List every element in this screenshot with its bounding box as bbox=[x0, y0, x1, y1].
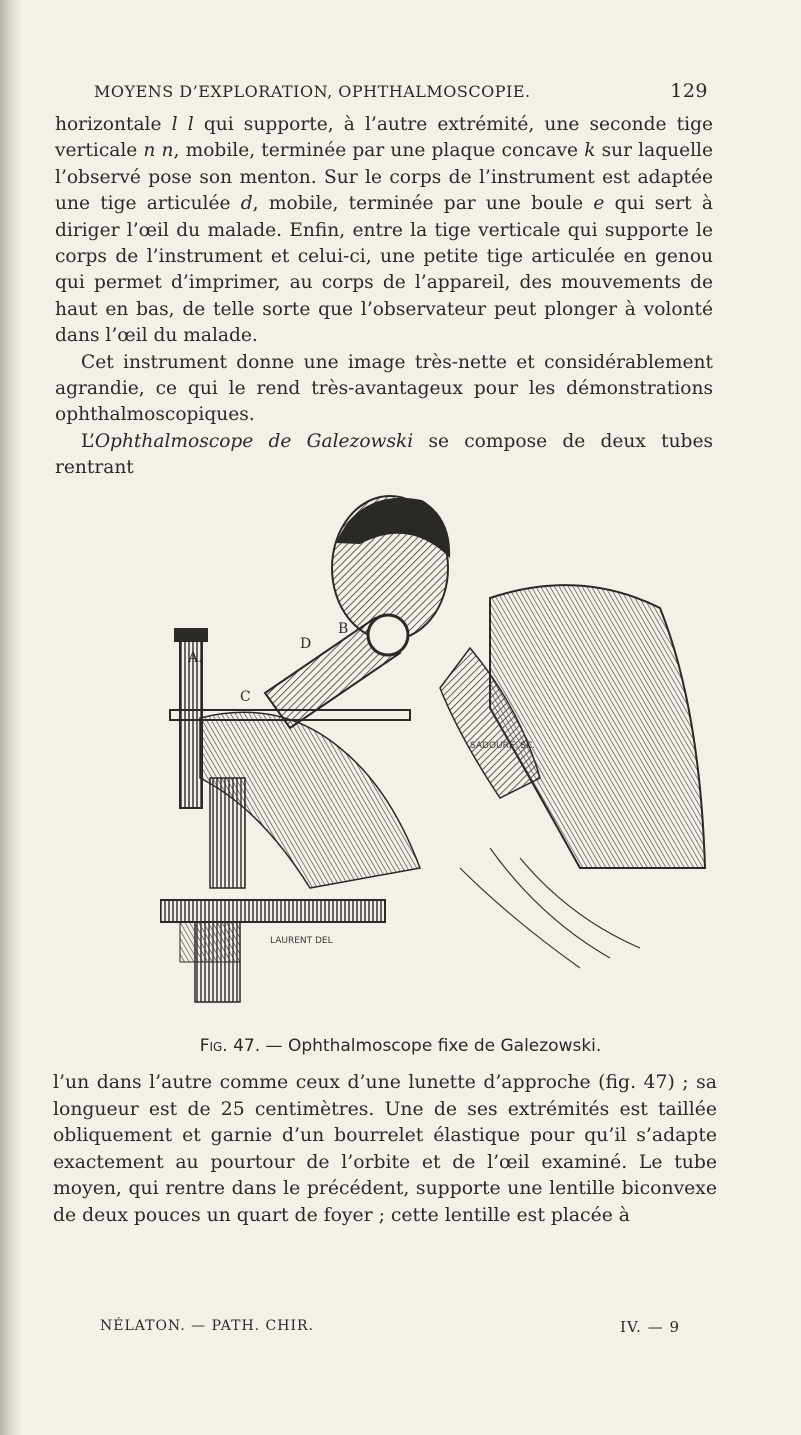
observer-body bbox=[490, 585, 705, 868]
instrument-name: Ophthalmoscope de Galezowski bbox=[94, 430, 414, 452]
footer-signature: IV. — 9 bbox=[620, 1318, 680, 1336]
paragraph-3: L’Ophthalmoscope de Galezowski se compose de deux tubes rentrant bbox=[55, 430, 714, 479]
footer-imprint: NÉLATON. — PATH. CHIR. bbox=[100, 1318, 315, 1334]
table-block bbox=[180, 922, 240, 962]
paragraph-2: Cet instrument donne une image très-nette et considérablement agrandie, ce qui le rend très-avantageux pour les démonstrations ophthalmoscopiques. bbox=[55, 351, 713, 426]
figure-label: Fig. 47. bbox=[199, 1036, 261, 1056]
variable-k: k bbox=[584, 140, 596, 162]
label-a: A. bbox=[188, 650, 203, 666]
table-base bbox=[160, 900, 385, 922]
label-c: C bbox=[240, 689, 251, 705]
paragraph-1: horizontale l l qui supporte, à l’autre extrémité, une seconde tige verticale n n, mobile, terminée par une plaque concave k sur laquelle l’observé pose son menton. Sur le corps de l’instrument est adaptée une tige articulée d, mobile, terminée par une boule e qui sert à diriger l’œil du malade. Enfin, entre la tige verticale qui supporte le corps de l’instrument et celui-ci, une petite tige articulée en genou qui permet d’imprimer, au corps de l’appareil, des mouvements de haut en bas, de telle sorte que l’observateur peut plonger à volonté dans l’œil du malade. bbox=[55, 114, 713, 347]
pillar bbox=[210, 778, 245, 888]
paragraph-4: l’un dans l’autre comme ceux d’une lunette d’approche (fig. 47) ; sa longueur est de 25 centimètres. Une de ses extrémités est taillée obliquement et garnie d’un bourrelet élastique pour qu’il s’adapte exactement au pourtour de l’orbite et de l’œil examiné. Le tube moyen, qui rentre dans le précédent, supporte une lentille biconvexe de deux pouces un quart de foyer ; cette lentille est placée à bbox=[53, 1072, 717, 1226]
page-binding-shadow bbox=[0, 0, 22, 1435]
label-b: B bbox=[338, 621, 349, 637]
variable-ll: l l bbox=[171, 114, 194, 135]
figure-caption bbox=[0, 1036, 801, 1056]
body-text-bottom bbox=[53, 1070, 717, 1230]
running-header bbox=[94, 82, 708, 108]
running-title: MOYENS D’EXPLORATION, OPHTHALMOSCOPIE. bbox=[94, 82, 531, 101]
page-number: 129 bbox=[670, 80, 708, 102]
figure-47-engraving bbox=[160, 448, 720, 1026]
ophthalmoscope-illustration bbox=[160, 448, 720, 1026]
variable-e: e bbox=[593, 193, 605, 215]
column-cap bbox=[174, 628, 208, 642]
engraver-right-credit: SADOURE. SC. bbox=[470, 741, 536, 751]
eyepiece bbox=[368, 615, 408, 655]
body-text-top bbox=[55, 112, 713, 482]
label-d: D bbox=[300, 636, 312, 652]
engraver-left-credit: LAURENT DEL bbox=[270, 936, 333, 946]
page-footer bbox=[100, 1318, 680, 1340]
caption-text: — Ophthalmoscope fixe de Galezowski. bbox=[260, 1036, 602, 1056]
variable-nn: n n bbox=[143, 140, 174, 162]
variable-d: d bbox=[240, 193, 253, 215]
